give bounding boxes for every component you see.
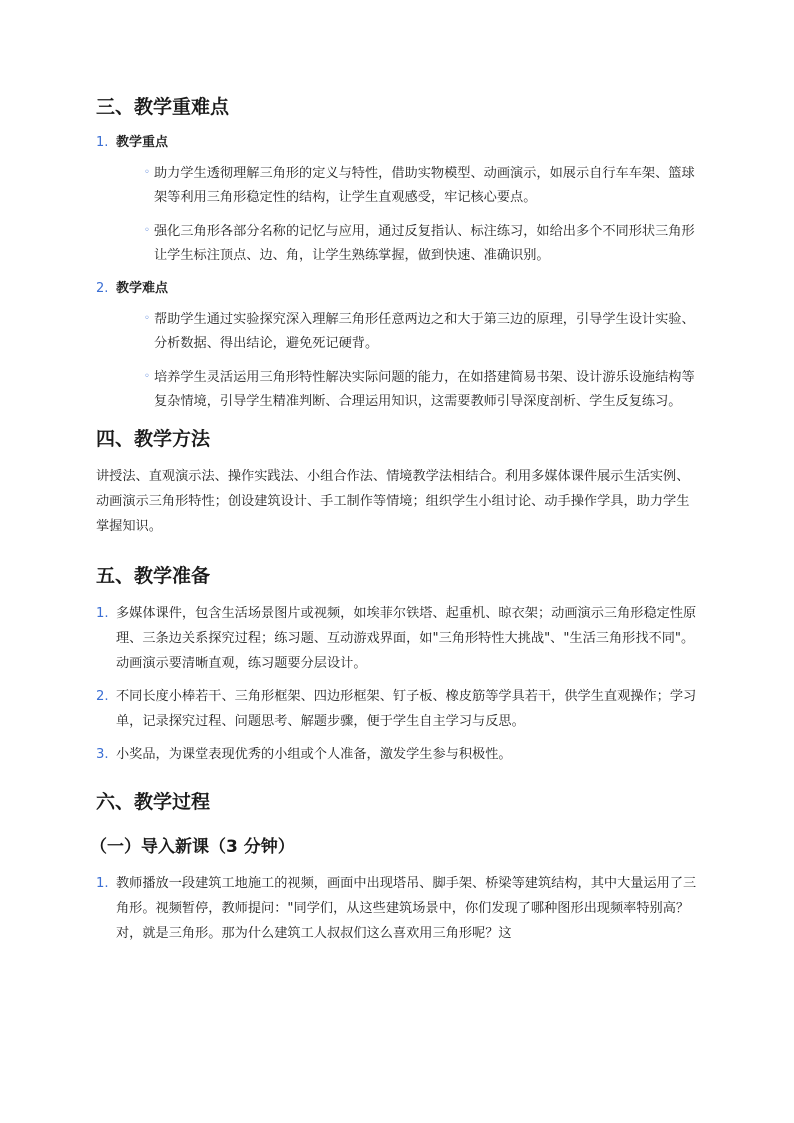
list-item: 1. 教师播放一段建筑工地施工的视频，画面中出现塔吊、脚手架、桥梁等建筑结构，其中大量运用了三角形。视频暂停，教师提问："同学们，从这些建筑场景中，你们发现了哪种图形出现频率特别高？对，就是三角形。那为什么建筑工人叔叔们这么喜欢用三角形呢？这 [96, 871, 700, 946]
section-6-subheading: （一）导入新课（3 分钟） [90, 837, 295, 857]
list-number: 1. [96, 606, 109, 621]
bullet-item: ◦ 助力学生透彻理解三角形的定义与特性，借助实物模型、动画演示，如展示自行车车架、篮球架等利用三角形稳定性的结构，让学生直观感受，牢记核心要点。 [124, 162, 700, 210]
hollow-circle-bullet-icon: ◦ [144, 225, 150, 236]
list-number: 2. [96, 281, 109, 296]
list-item: 2. 不同长度小棒若干、三角形框架、四边形框架、钉子板、橡皮筋等学具若干，供学生直观操作；学习单，记录探究过程、问题思考、解题步骤，便于学生自主学习与反思。 [96, 684, 700, 734]
list-number: 1. [96, 135, 109, 150]
bullet-list [116, 308, 700, 414]
section-4-heading: 四、教学方法 [96, 428, 211, 450]
subsection-heading-key-points: 教学重点 [116, 135, 169, 150]
hollow-circle-bullet-icon: ◦ [144, 371, 150, 382]
section-5-heading: 五、教学准备 [96, 565, 211, 587]
list-number: 3. [96, 747, 109, 762]
bullet-item: ◦ 帮助学生通过实验探究深入理解三角形任意两边之和大于第三边的原理，引导学生设计实验、分析数据、得出结论，避免死记硬背。 [124, 308, 700, 356]
section-4-body: 讲授法、直观演示法、操作实践法、小组合作法、情境教学法相结合。利用多媒体课件展示生活实例、动画演示三角形特性；创设建筑设计、手工制作等情境；组织学生小组讨论、动手操作学具，助力学生掌握知识。 [96, 469, 690, 534]
list-item [96, 132, 700, 268]
list-item [96, 278, 700, 414]
list-number: 1. [96, 876, 109, 891]
bullet-list [116, 162, 700, 268]
hollow-circle-bullet-icon: ◦ [144, 167, 150, 178]
section-5-list [96, 601, 700, 767]
subsection-heading-difficulties: 教学难点 [116, 281, 169, 296]
section-6-heading: 六、教学过程 [96, 791, 211, 813]
section-3-heading: 三、教学重难点 [96, 96, 230, 118]
section-3-list [96, 132, 700, 414]
document-page [90, 92, 700, 954]
list-item: 1. 多媒体课件，包含生活场景图片或视频，如埃菲尔铁塔、起重机、晾衣架；动画演示三角形稳定性原理、三条边关系探究过程；练习题、互动游戏界面，如"三角形特性大挑战"、"生活三角形找不同"。动画演示要清晰直观，练习题要分层设计。 [96, 601, 700, 676]
section-6-list [96, 871, 700, 946]
list-number: 2. [96, 689, 109, 704]
hollow-circle-bullet-icon: ◦ [144, 313, 150, 324]
bullet-item: ◦ 培养学生灵活运用三角形特性解决实际问题的能力，在如搭建简易书架、设计游乐设施结构等复杂情境，引导学生精准判断、合理运用知识，这需要教师引导深度剖析、学生反复练习。 [124, 366, 700, 414]
bullet-item: ◦ 强化三角形各部分名称的记忆与应用，通过反复指认、标注练习，如给出多个不同形状三角形让学生标注顶点、边、角，让学生熟练掌握，做到快速、准确识别。 [124, 220, 700, 268]
list-item: 3. 小奖品，为课堂表现优秀的小组或个人准备，激发学生参与积极性。 [96, 742, 700, 767]
